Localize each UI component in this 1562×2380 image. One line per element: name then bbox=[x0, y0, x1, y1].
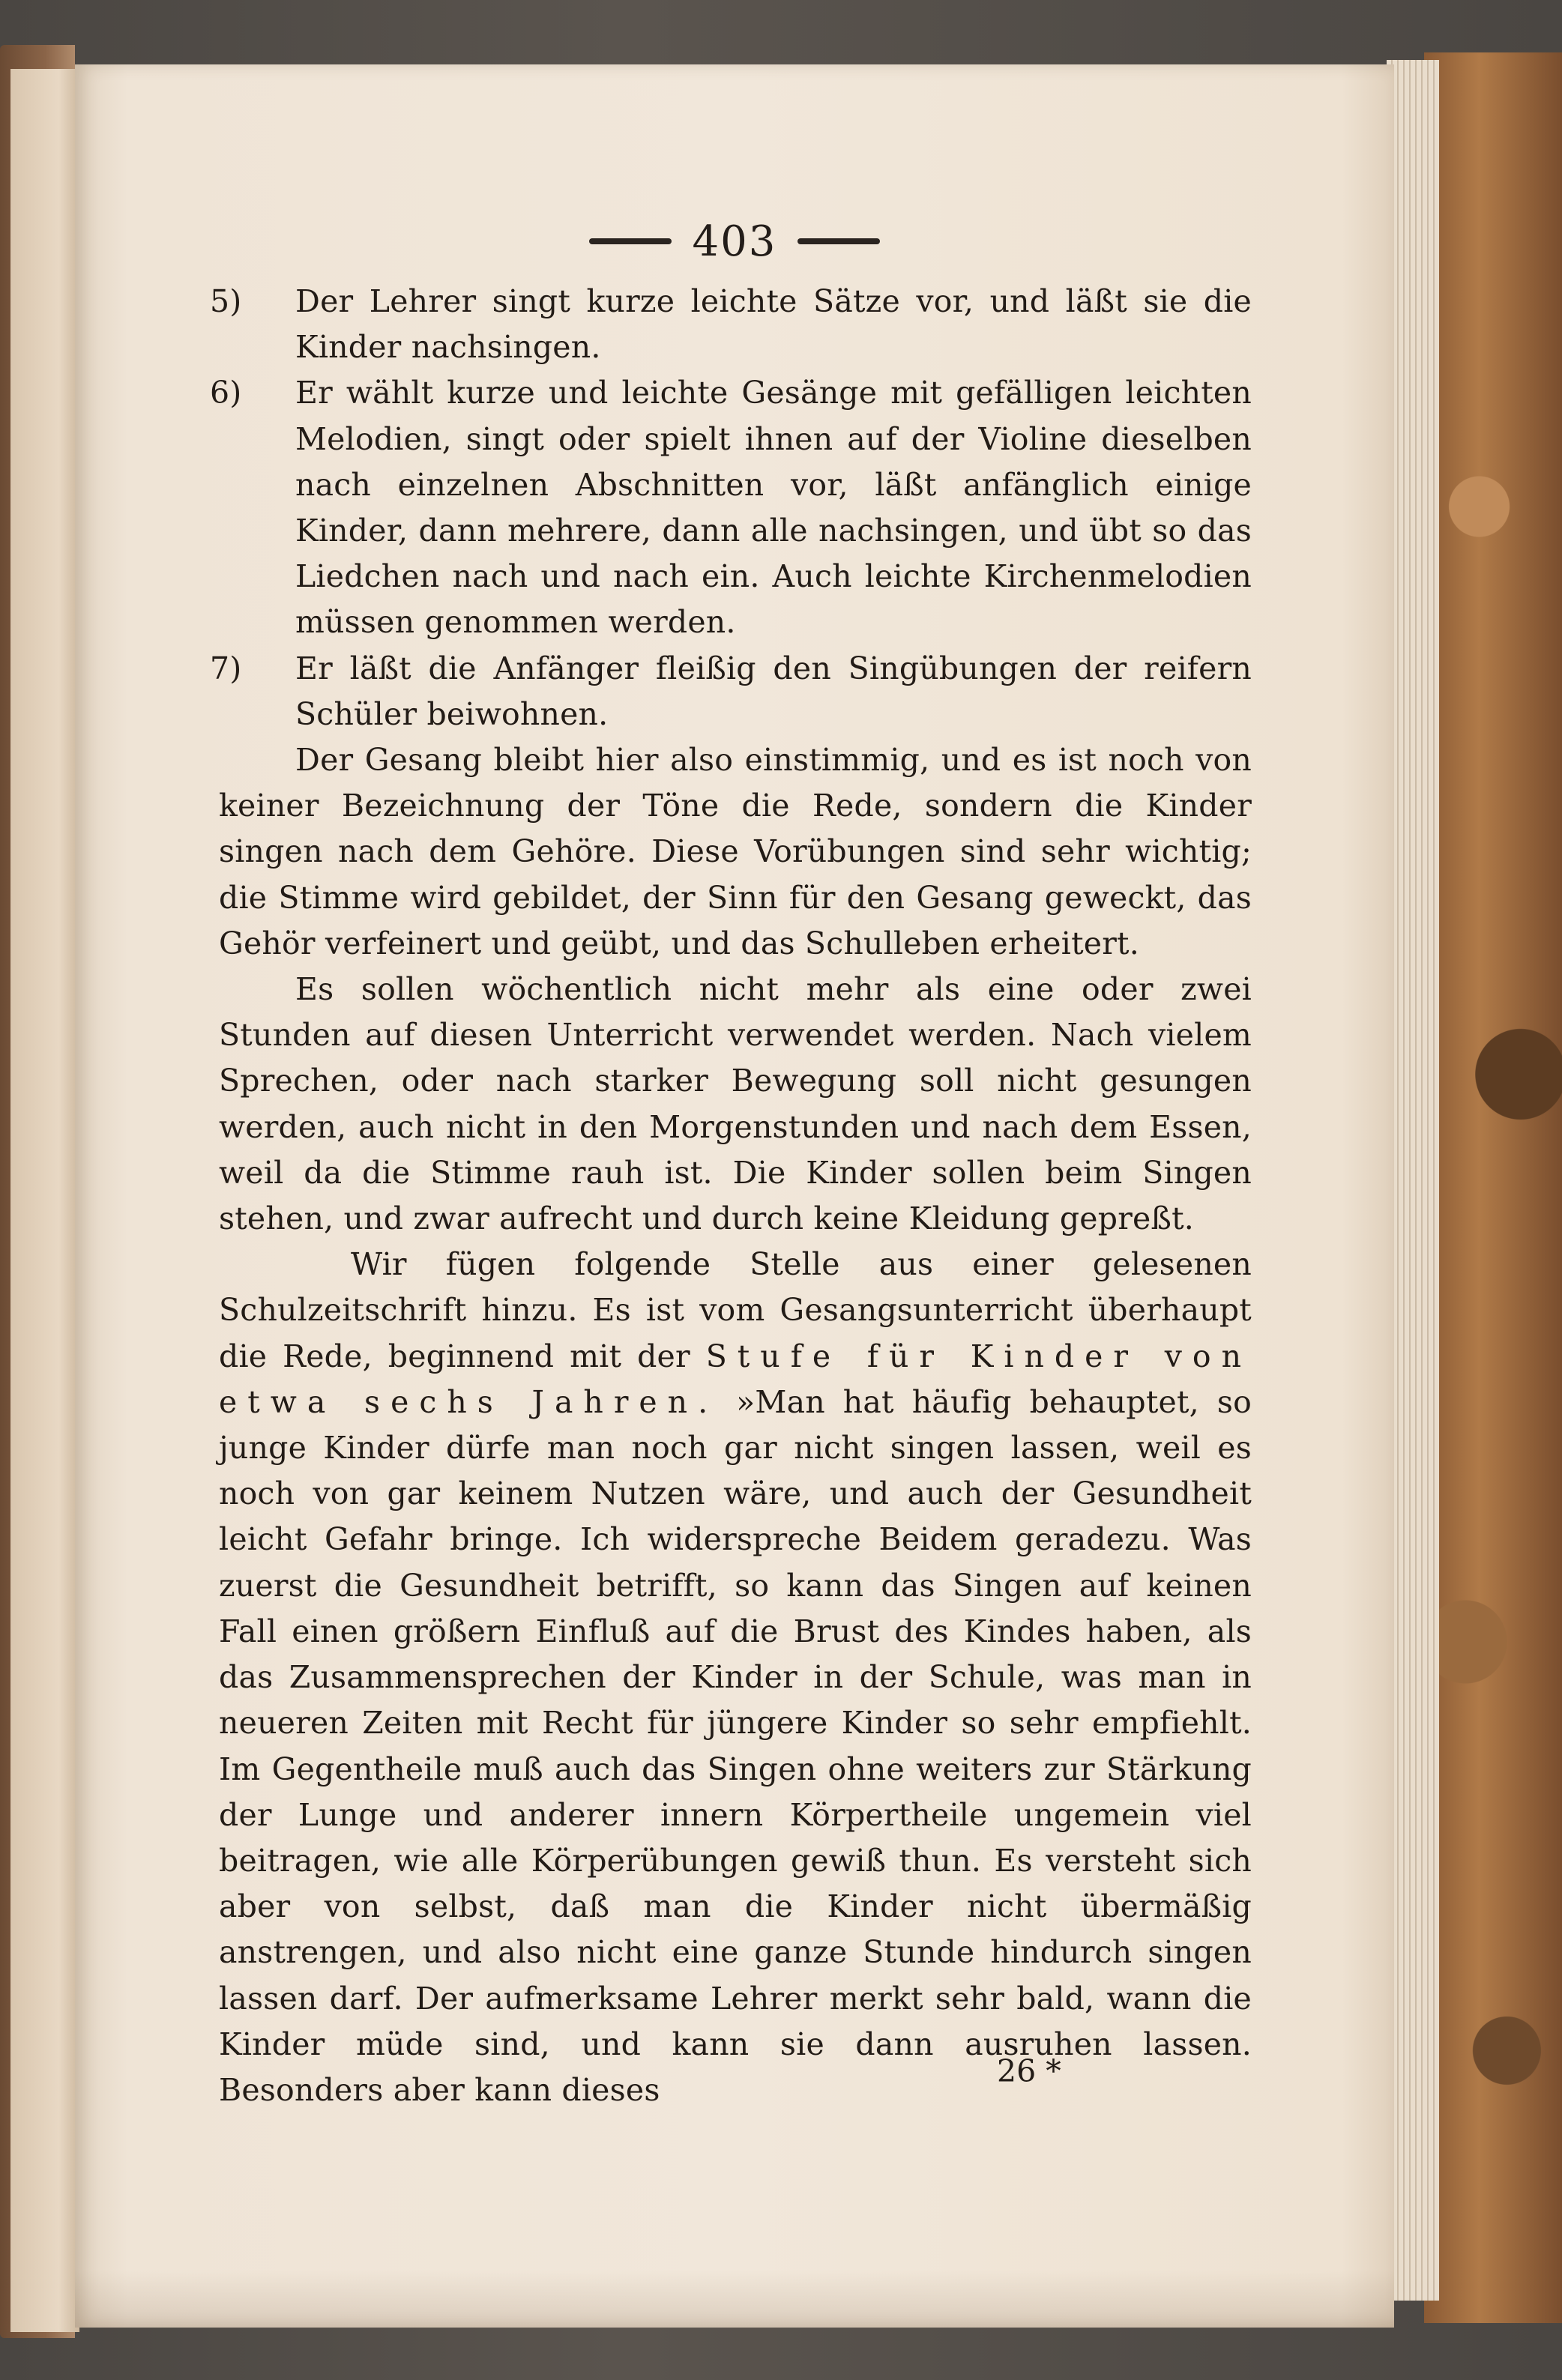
left-page-edge bbox=[10, 69, 79, 2332]
running-head bbox=[570, 211, 899, 271]
page-number: 403 bbox=[692, 217, 777, 266]
list-item-6 bbox=[210, 370, 1252, 645]
right-page-stack bbox=[1387, 60, 1439, 2301]
paragraph-stunden: Es sollen wöchentlich nicht mehr als eine oder zwei Stunden auf diesen Unterricht verwendet werden. Nach vielem Sprechen, oder nach starker Bewegung soll nicht gesungen werden, auch nicht in den Morgenstunden und nach dem Essen, weil da die Stimme rauh ist. Die Kinder sollen beim Singen stehen, und zwar aufrecht und durch keine Kleidung gepreßt. bbox=[219, 971, 1252, 1237]
quote-lead: Wir fügen folgende Stelle aus einer gelesenen Schulzeitschrift hinzu. Es ist vom Gesangsunterricht überhaupt die Rede, beginnend mit der bbox=[219, 1246, 1252, 1374]
page-bottom-shade bbox=[75, 2271, 1394, 2328]
item-number: 7) bbox=[210, 650, 242, 686]
item-number: 5) bbox=[210, 283, 242, 319]
text-block bbox=[210, 279, 1252, 2113]
signature-mark: 26 * bbox=[997, 2053, 1061, 2089]
item-text: Er läßt die Anfänger fleißig den Singübungen der reifern Schüler beiwohnen. bbox=[295, 650, 1252, 732]
list-item-7 bbox=[210, 646, 1252, 737]
item-text: Er wählt kurze und leichte Gesänge mit gefälligen leichten Melodien, singt oder spielt ihnen auf der Violine dieselben nach einzelnen Abschnitten vor, läßt anfänglich einige Kinder, dann mehrere, dann alle nachsingen, und übt so das Liedchen nach und nach ein. Auch leichte Kirchenmelodien müssen genommen werden. bbox=[295, 375, 1252, 641]
right-marbled-cover bbox=[1424, 52, 1562, 2323]
footer-line bbox=[219, 2053, 1252, 2098]
paragraph-gesang: Der Gesang bleibt hier also einstimmig, und es ist noch von keiner Bezeichnung der Töne die Rede, sondern die Kinder singen nach dem Gehöre. Diese Vorübungen sind sehr wichtig; die Stimme wird gebildet, der Sinn für den Gesang geweckt, das Gehör verfeinert und geübt, und das Schulleben erheitert. bbox=[219, 742, 1252, 961]
item-text: Der Lehrer singt kurze leichte Sätze vor, und läßt sie die Kinder nachsingen. bbox=[295, 283, 1252, 366]
right-dash-rule bbox=[797, 238, 880, 244]
item-number: 6) bbox=[210, 375, 242, 411]
list-item-5 bbox=[210, 279, 1252, 370]
paragraph-quote bbox=[219, 1242, 1252, 2113]
quote-rest: »Man hat häufig behauptet, so junge Kinder dürfe man noch gar nicht singen lassen, weil es noch von gar keinem Nutzen wäre, und auch der Gesundheit leicht Gefahr bringe. Ich widerspreche Beidem geradezu. Was zuerst die Gesundheit betrifft, so kann das Singen auf keinen Fall einen größern Einfluß auf die Brust des Kindes haben, als das Zusammensprechen der Kinder in der Schule, was man in neueren Zeiten mit Recht für jüngere Kinder so sehr empfiehlt. Im Gegentheile muß auch das Singen ohne weiters zur Stärkung der Lunge und anderer innern Körpertheile ungemein viel beitragen, wie alle Körperübungen gewiß thun. Es versteht sich aber von selbst, daß man die Kinder nicht übermäßig anstrengen, und also nicht eine ganze Stunde hindurch singen lassen darf. Der aufmerksame Lehrer merkt sehr bald, wann die Kinder müde sind, und kann sie dann ausruhen lassen. Besonders aber kann dieses bbox=[219, 1383, 1252, 2108]
left-dash-rule bbox=[589, 238, 672, 244]
quote-spaced-emphasis: Stufe für Kinder von etwa sechs Jahren. bbox=[219, 1338, 1252, 1420]
